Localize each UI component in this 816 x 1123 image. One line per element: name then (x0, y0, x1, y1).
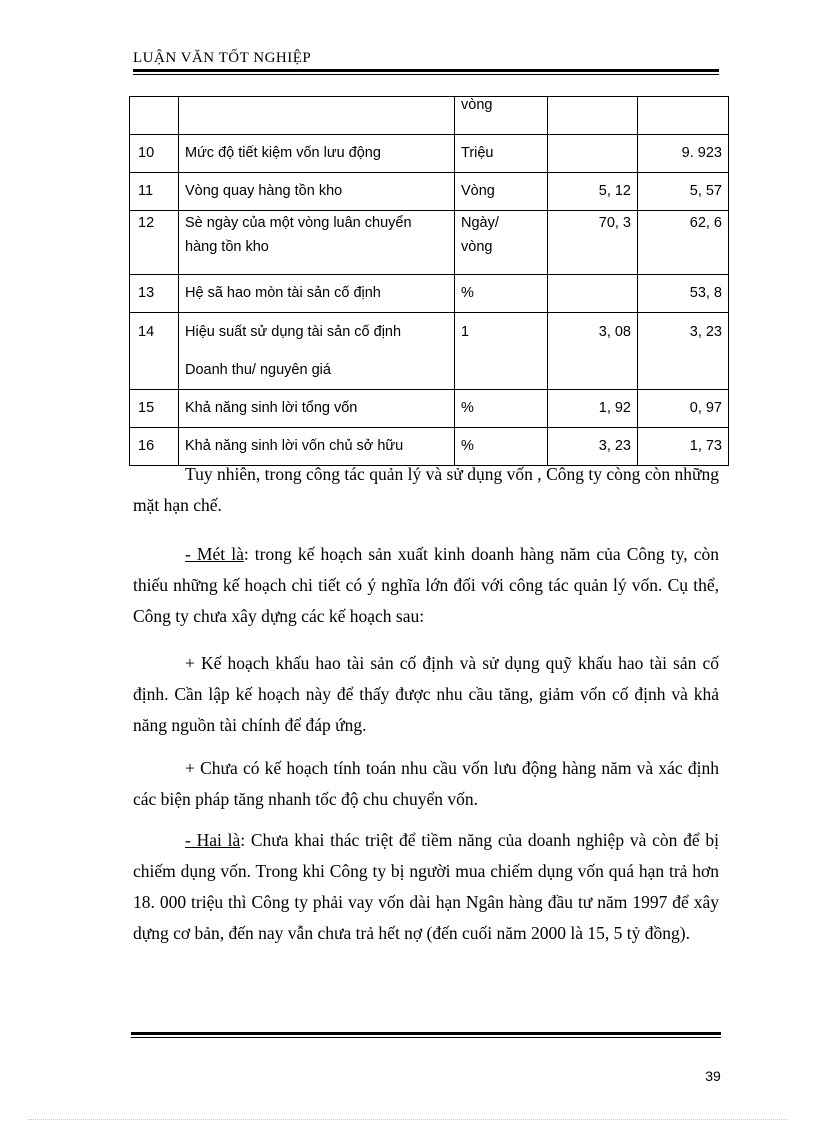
cell-unit-text: % (461, 438, 474, 454)
indicator-table (129, 96, 729, 466)
cell-value-1 (548, 390, 638, 428)
cell-value-2 (638, 390, 729, 428)
cell-value-1 (548, 173, 638, 211)
cell-value-2 (638, 313, 729, 390)
cell-value-1 (548, 135, 638, 173)
cell-unit (455, 97, 548, 135)
cell-no (130, 313, 179, 390)
point-two-label: - Hai là (185, 830, 241, 850)
table-row (130, 275, 729, 313)
cell-unit-text: % (461, 285, 474, 301)
table-row (130, 390, 729, 428)
point-one-label: - Mét là (185, 544, 244, 564)
cell-value-1 (548, 211, 638, 275)
cell-no-text: 16 (138, 438, 155, 454)
paragraph-plan-working-capital: + Chưa có kế hoạch tính toán nhu cầu vốn lưu động hàng năm và xác định các biện pháp tăng nhanh tốc độ chu chuyển vốn. (133, 758, 719, 809)
cell-indicator (179, 211, 455, 275)
cell-unit (455, 135, 548, 173)
cell-indicator (179, 390, 455, 428)
cell-value-2-text: 3, 23 (689, 324, 722, 340)
table-row (130, 135, 729, 173)
cell-indicator (179, 173, 455, 211)
cell-indicator-text: Vòng quay hàng tồn kho (185, 183, 343, 199)
header-rule-thin (133, 74, 719, 75)
cell-value-2 (638, 275, 729, 313)
cell-value-1-text: 3, 23 (598, 438, 631, 454)
cell-no (130, 135, 179, 173)
table-row (130, 211, 729, 275)
cell-indicator (179, 275, 455, 313)
cell-value-1 (548, 313, 638, 390)
cell-value-2 (638, 135, 729, 173)
running-header: LUẬN VĂN TỐT NGHIỆP (133, 50, 312, 66)
header-rule (133, 69, 719, 72)
paragraph-point-one (133, 539, 719, 632)
cell-unit-text: Vòng (461, 183, 495, 199)
cell-value-2-text: 0, 97 (689, 400, 722, 416)
cell-value-2 (638, 173, 729, 211)
cell-value-1-text: 5, 12 (598, 183, 631, 199)
cell-value-1 (548, 97, 638, 135)
cell-value-1-text: 1, 92 (598, 400, 631, 416)
cell-no-text: 10 (138, 145, 155, 161)
cell-unit-text-line2: vòng (461, 239, 493, 255)
cell-value-2-text: 5, 57 (689, 183, 722, 199)
cell-no (130, 97, 179, 135)
cell-indicator-text: Mức độ tiết kiệm vốn lưu động (185, 145, 381, 161)
cell-indicator-text: Hệ sã hao mòn tài sản cố định (185, 285, 381, 301)
cell-indicator (179, 313, 455, 390)
cell-indicator (179, 135, 455, 173)
cell-no-text: 13 (138, 285, 155, 301)
paragraph-intro: Tuy nhiên, trong công tác quản lý và sử dụng vốn , Công ty còng còn những mặt hạn chế. (133, 464, 719, 515)
table-row (130, 97, 729, 135)
cell-value-1-text: 3, 08 (598, 324, 631, 340)
cell-unit-text: 1 (461, 324, 470, 340)
paragraph-plan-depreciation: + Kế hoạch khấu hao tài sản cố định và sử dụng quỹ khấu hao tài sản cố định. Cần lập kế hoạch này để thấy được nhu cầu tăng, giảm vốn cố định và khả năng nguồn tài chính để đáp ứng. (133, 653, 719, 735)
cell-no (130, 275, 179, 313)
cell-indicator-text: Sè ngày của một vòng luân chuyển (185, 215, 412, 231)
cell-unit (455, 275, 548, 313)
cell-no-text: 15 (138, 400, 155, 416)
cell-no-text: 14 (138, 324, 155, 340)
cell-value-1-text: 70, 3 (598, 215, 631, 231)
paragraph-point-two (133, 825, 719, 949)
cell-indicator-text: Khả năng sinh lời vốn chủ sở hữu (185, 438, 404, 454)
cell-unit-text: vòng (461, 97, 493, 113)
page-edge (28, 1119, 788, 1120)
table-row (130, 313, 729, 390)
page-number: 39 (705, 1068, 721, 1084)
cell-unit (455, 390, 548, 428)
cell-no (130, 211, 179, 275)
cell-unit (455, 313, 548, 390)
cell-value-1 (548, 275, 638, 313)
cell-value-2 (638, 211, 729, 275)
cell-value-2-text: 9. 923 (681, 145, 722, 161)
point-two-text: : Chưa khai thác triệt để tiềm năng của doanh nghiệp và còn để bị chiếm dụng vốn. Trong khi Công ty bị người mua chiếm dụng vốn quá hạn trả hơn 18. 000 triệu thì Công ty phải vay vốn dài hạn Ngân hàng đầu tư năm 1997 để xây dựng cơ bản, đến nay vẫn chưa trả hết nợ (đến cuối năm 2000 là 15, 5 tỷ đồng). (133, 830, 719, 943)
cell-unit (455, 211, 548, 275)
cell-no-text: 12 (138, 215, 155, 231)
cell-unit-text: % (461, 400, 474, 416)
cell-indicator (179, 97, 455, 135)
table-row (130, 173, 729, 211)
cell-indicator-text: Hiệu suất sử dụng tài sản cố định (185, 324, 402, 340)
cell-value-2 (638, 97, 729, 135)
cell-unit-text: Triệu (461, 145, 494, 161)
cell-unit (455, 173, 548, 211)
cell-no (130, 390, 179, 428)
cell-indicator-text-line2: hàng tồn kho (185, 239, 269, 255)
cell-no (130, 173, 179, 211)
cell-value-2-text: 53, 8 (689, 285, 722, 301)
cell-value-2-text: 1, 73 (689, 438, 722, 454)
cell-indicator-text: Khả năng sinh lời tổng vốn (185, 400, 358, 416)
footer-rule-thin (131, 1037, 721, 1038)
cell-unit-text: Ngày/ (461, 215, 499, 231)
point-one-text: : trong kế hoạch sản xuất kinh doanh hàng năm của Công ty, còn thiếu những kế hoạch chi tiết có ý nghĩa lớn đối với công tác quản lý vốn. Cụ thể, Công ty chưa xây dựng các kế hoạch sau: (133, 544, 719, 626)
footer-rule (131, 1032, 721, 1035)
cell-no-text: 11 (138, 183, 154, 199)
cell-value-2-text: 62, 6 (689, 215, 722, 231)
cell-indicator-text-line2: Doanh thu/ nguyên giá (185, 362, 331, 378)
